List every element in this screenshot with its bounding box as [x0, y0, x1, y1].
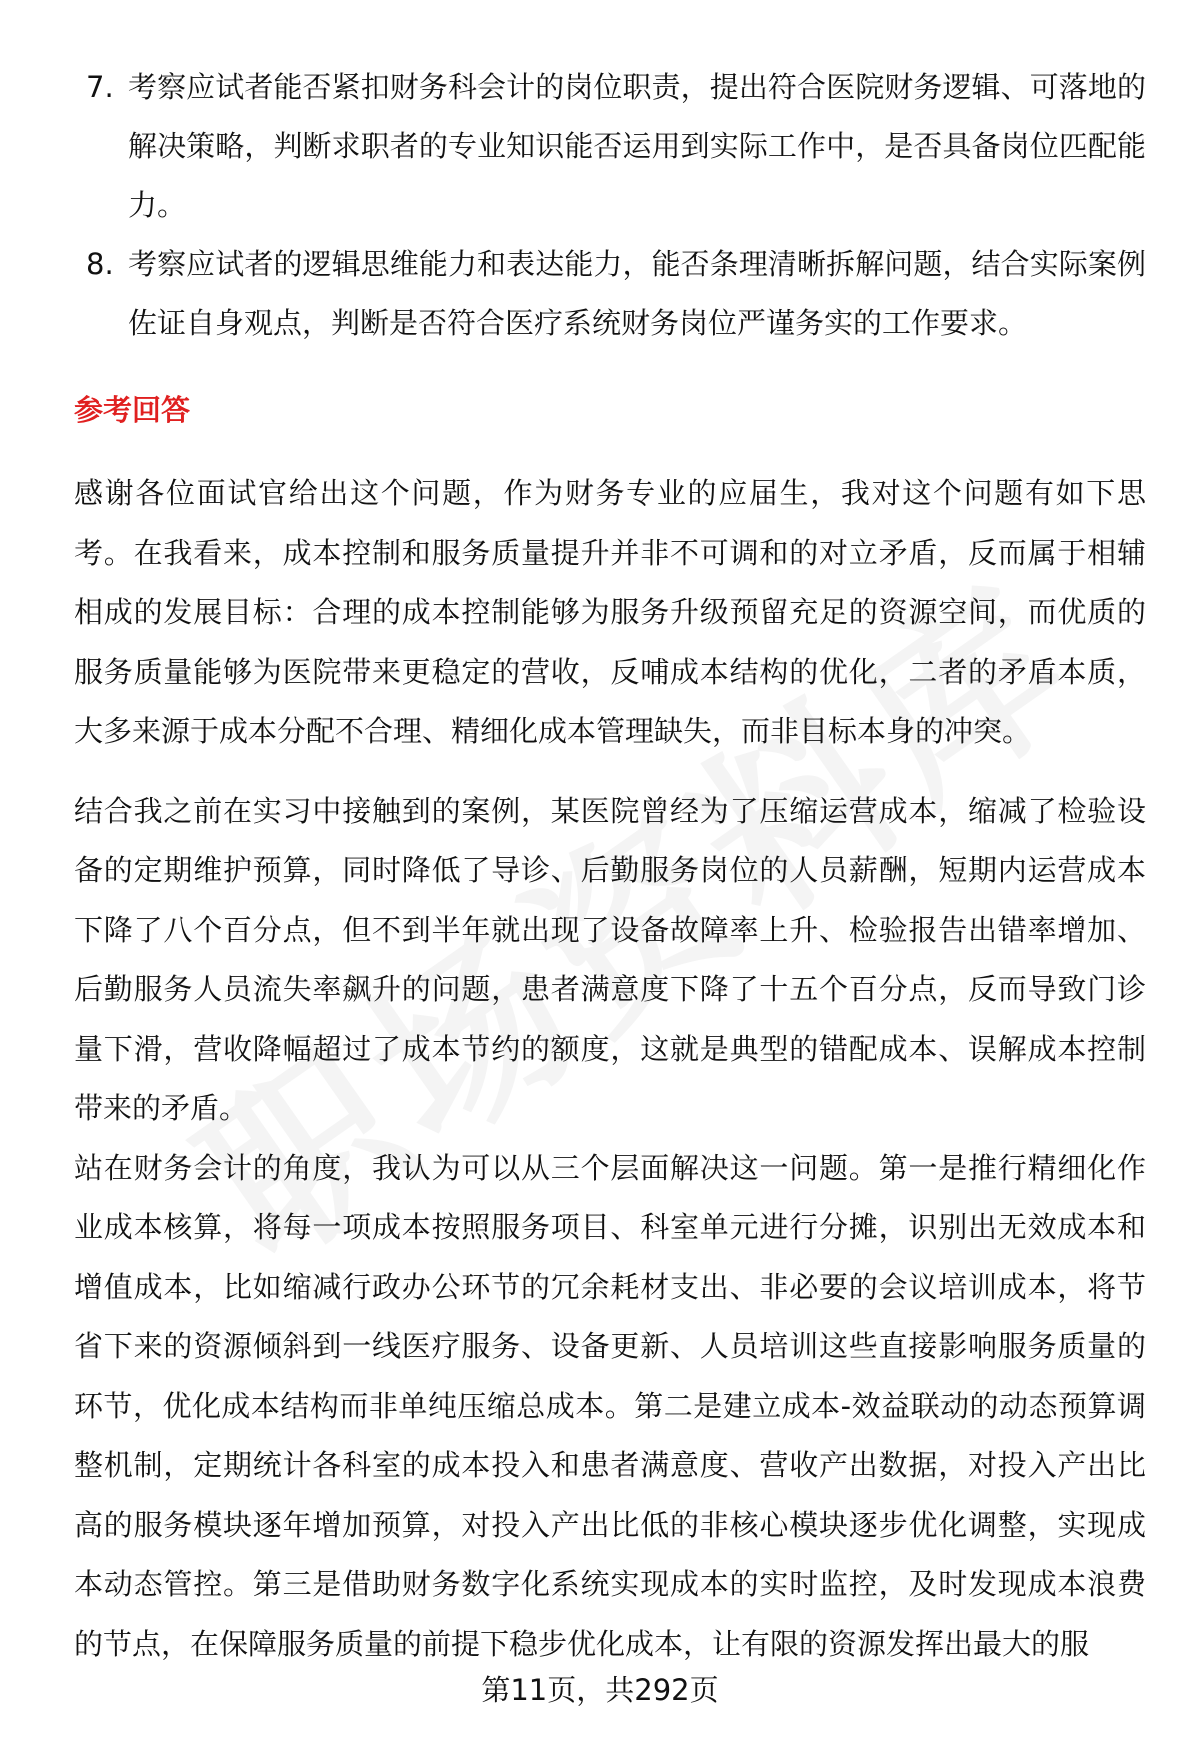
list-item-number: 8.: [86, 247, 114, 281]
page-footer: 第11页，共292页: [481, 1673, 719, 1707]
list-item-text: 考察应试者能否紧扣财务科会计的岗位职责，提出符合医院财务逻辑、可落地的解决策略，判断求职者的专业知识能否运用到实际工作中，是否具备岗位匹配能力。: [128, 70, 1146, 222]
page-content: [74, 58, 1146, 1674]
list-item: [74, 235, 1146, 353]
list-item: [74, 58, 1146, 235]
list-item-text: 考察应试者的逻辑思维能力和表达能力，能否条理清晰拆解问题，结合实际案例佐证自身观点，判断是否符合医疗系统财务岗位严谨务实的工作要求。: [128, 247, 1146, 340]
list-item-number: 7.: [86, 70, 114, 104]
section-heading: 参考回答: [74, 393, 191, 427]
answer-paragraph: 感谢各位面试官给出这个问题，作为财务专业的应届生，我对这个问题有如下思考。在我看来，成本控制和服务质量提升并非不可调和的对立矛盾，反而属于相辅相成的发展目标：合理的成本控制能够为服务升级预留充足的资源空间，而优质的服务质量能够为医院带来更稳定的营收，反哺成本结构的优化，二者的矛盾本质，大多来源于成本分配不合理、精细化成本管理缺失，而非目标本身的冲突。: [74, 476, 1146, 748]
answer-paragraph: 站在财务会计的角度，我认为可以从三个层面解决这一问题。第一是推行精细化作业成本核算，将每一项成本按照服务项目、科室单元进行分摊，识别出无效成本和增值成本，比如缩减行政办公环节的冗余耗材支出、非必要的会议培训成本，将节省下来的资源倾斜到一线医疗服务、设备更新、人员培训这些直接影响服务质量的环节，优化成本结构而非单纯压缩总成本。第二是建立成本-效益联动的动态预算调整机制，定期统计各科室的成本投入和患者满意度、营收产出数据，对投入产出比高的服务模块逐年增加预算，对投入产出比低的非核心模块逐步优化调整，实现成本动态管控。第三是借助财务数字化系统实现成本的实时监控，及时发现成本浪费的节点，在保障服务质量的前提下稳步优化成本，让有限的资源发挥出最大的服: [74, 1150, 1146, 1661]
criteria-list: [74, 58, 1146, 353]
answer-paragraph: 结合我之前在实习中接触到的案例，某医院曾经为了压缩运营成本，缩减了检验设备的定期维护预算，同时降低了导诊、后勤服务岗位的人员薪酬，短期内运营成本下降了八个百分点，但不到半年就出现了设备故障率上升、检验报告出错率增加、后勤服务人员流失率飙升的问题，患者满意度下降了十五个百分点，反而导致门诊量下滑，营收降幅超过了成本节约的额度，这就是典型的错配成本、误解成本控制带来的矛盾。: [74, 793, 1146, 1125]
